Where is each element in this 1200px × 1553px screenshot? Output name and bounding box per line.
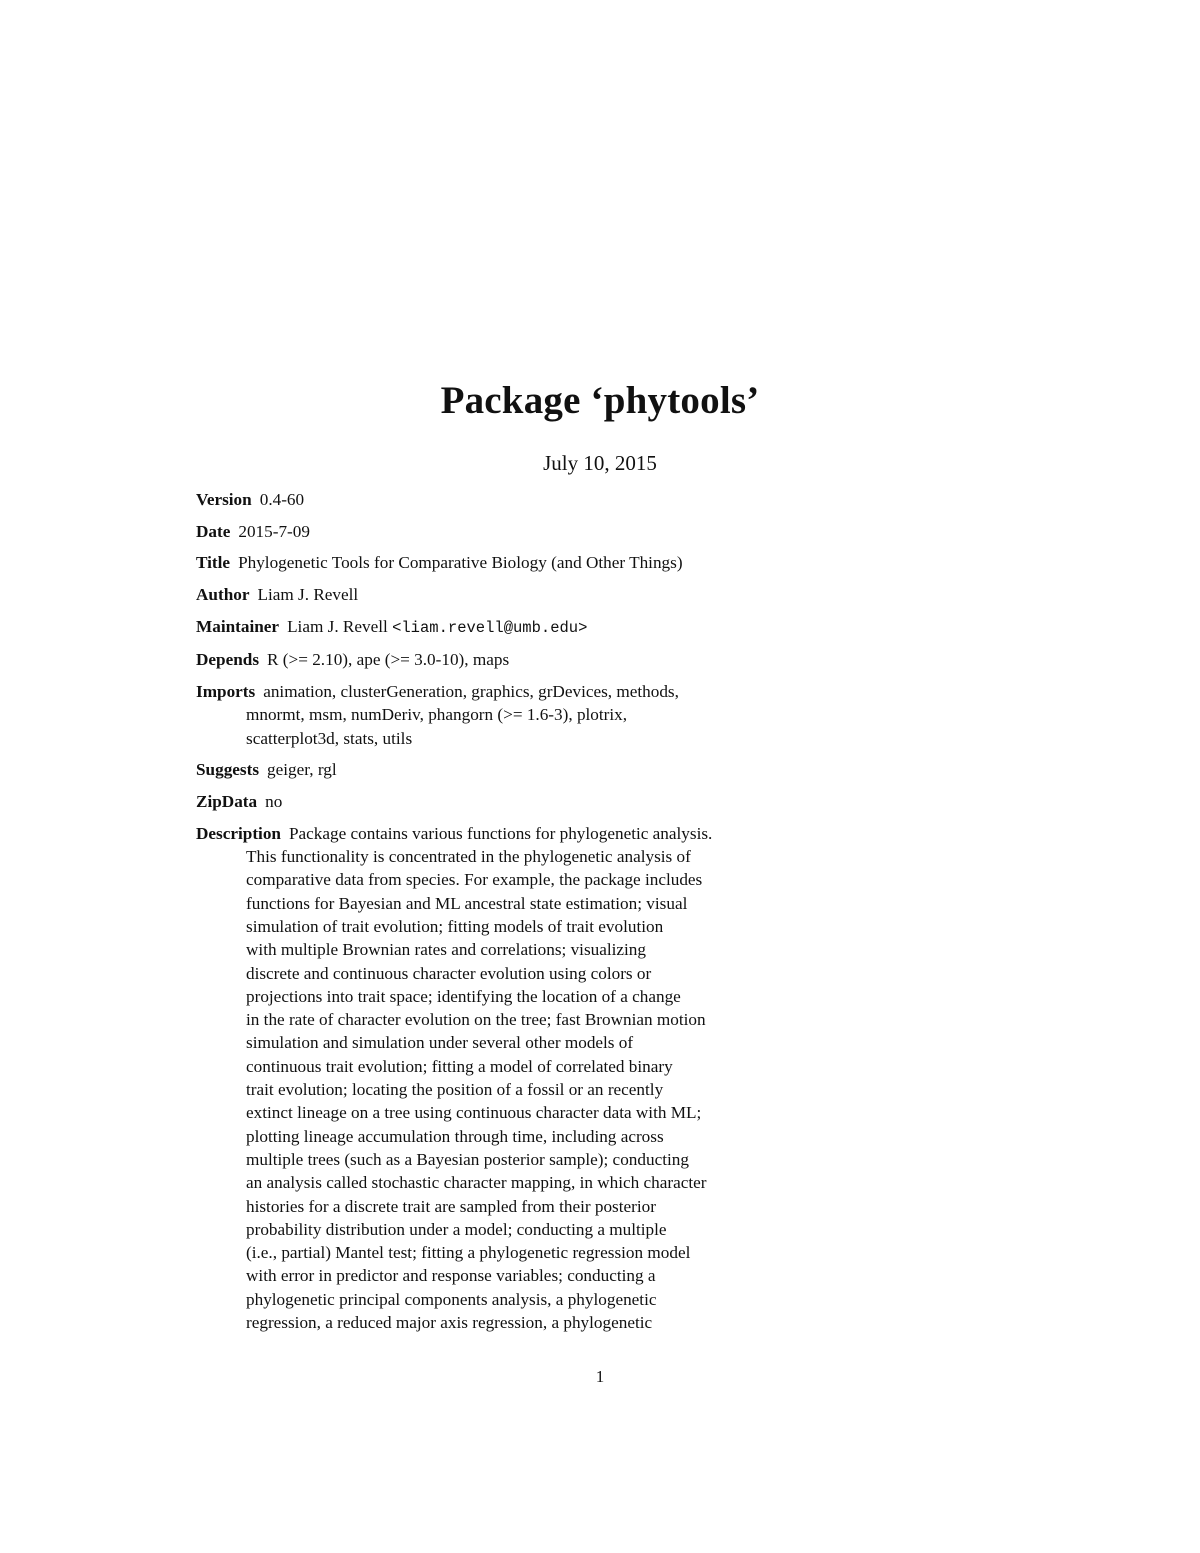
field-label: Author bbox=[196, 585, 250, 605]
field-label: Suggests bbox=[196, 760, 260, 780]
maintainer-email: <liam.revell@umb.edu> bbox=[392, 618, 588, 637]
description-line: in the rate of character evolution on the tree; fast Brownian motion bbox=[246, 1010, 706, 1030]
field-description bbox=[196, 822, 816, 1335]
description-line: with multiple Brownian rates and correlations; visualizing bbox=[246, 940, 646, 960]
field-version bbox=[196, 488, 816, 511]
field-value: Liam J. Revell bbox=[287, 616, 388, 636]
field-label: Imports bbox=[196, 682, 256, 702]
description-line: an analysis called stochastic character mapping, in which character bbox=[246, 1173, 707, 1193]
package-fields bbox=[196, 488, 816, 1343]
field-label: Description bbox=[196, 823, 281, 843]
field-label: Maintainer bbox=[196, 616, 280, 636]
field-maintainer bbox=[196, 615, 816, 640]
field-zipdata bbox=[196, 790, 816, 813]
field-label: ZipData bbox=[196, 792, 258, 812]
field-label: Date bbox=[196, 521, 231, 541]
description-line: regression, a reduced major axis regression, a phylogenetic bbox=[246, 1313, 653, 1333]
description-line: This functionality is concentrated in the phylogenetic analysis of bbox=[246, 847, 691, 867]
description-line: plotting lineage accumulation through time, including across bbox=[246, 1126, 664, 1146]
description-line: multiple trees (such as a Bayesian posterior sample); conducting bbox=[246, 1149, 689, 1169]
field-value: no bbox=[265, 792, 283, 812]
imports-line: scatterplot3d, stats, utils bbox=[246, 728, 413, 748]
page-number: 1 bbox=[595, 1367, 605, 1386]
description-line: Package contains various functions for phylogenetic analysis. bbox=[288, 823, 713, 843]
field-title bbox=[196, 551, 816, 574]
description-line: extinct lineage on a tree using continuous character data with ML; bbox=[246, 1103, 702, 1123]
description-line: simulation and simulation under several other models of bbox=[246, 1033, 634, 1053]
field-date bbox=[196, 520, 816, 543]
field-depends bbox=[196, 648, 816, 671]
description-line: continuous trait evolution; fitting a model of correlated binary bbox=[246, 1056, 673, 1076]
field-value: 2015-7-09 bbox=[238, 521, 310, 541]
description-line: discrete and continuous character evolution using colors or bbox=[246, 963, 652, 983]
description-line: probability distribution under a model; conducting a multiple bbox=[246, 1219, 667, 1239]
imports-line: mnormt, msm, numDeriv, phangorn (>= 1.6-3), plotrix, bbox=[246, 705, 628, 725]
field-value: Liam J. Revell bbox=[257, 585, 359, 605]
field-value: 0.4-60 bbox=[259, 490, 305, 509]
description-line: comparative data from species. For example, the package includes bbox=[246, 870, 703, 890]
description-line: projections into trait space; identifying the location of a change bbox=[246, 986, 681, 1006]
field-value: Phylogenetic Tools for Comparative Biology (and Other Things) bbox=[238, 553, 683, 573]
field-value: R (>= 2.10), ape (>= 3.0-10), maps bbox=[267, 650, 510, 670]
field-label: Depends bbox=[196, 650, 260, 670]
description-line: with error in predictor and response variables; conducting a bbox=[246, 1266, 656, 1286]
document-date: July 10, 2015 bbox=[543, 451, 657, 475]
description-line: simulation of trait evolution; fitting models of trait evolution bbox=[246, 916, 664, 936]
description-line: functions for Bayesian and ML ancestral state estimation; visual bbox=[246, 893, 688, 913]
field-suggests bbox=[196, 758, 816, 781]
description-line: (i.e., partial) Mantel test; fitting a phylogenetic regression model bbox=[246, 1243, 691, 1263]
imports-line: animation, clusterGeneration, graphics, grDevices, methods, bbox=[263, 682, 679, 702]
description-line: histories for a discrete trait are sampled from their posterior bbox=[246, 1196, 656, 1216]
field-imports bbox=[196, 680, 816, 750]
field-value: geiger, rgl bbox=[267, 760, 337, 780]
field-label: Version bbox=[196, 490, 252, 509]
description-line: trait evolution; locating the position of a fossil or an recently bbox=[246, 1080, 664, 1100]
field-author bbox=[196, 583, 816, 606]
page-title: Package ‘phytools’ bbox=[440, 379, 760, 422]
description-line: phylogenetic principal components analysis, a phylogenetic bbox=[246, 1289, 657, 1309]
field-label: Title bbox=[196, 553, 231, 573]
